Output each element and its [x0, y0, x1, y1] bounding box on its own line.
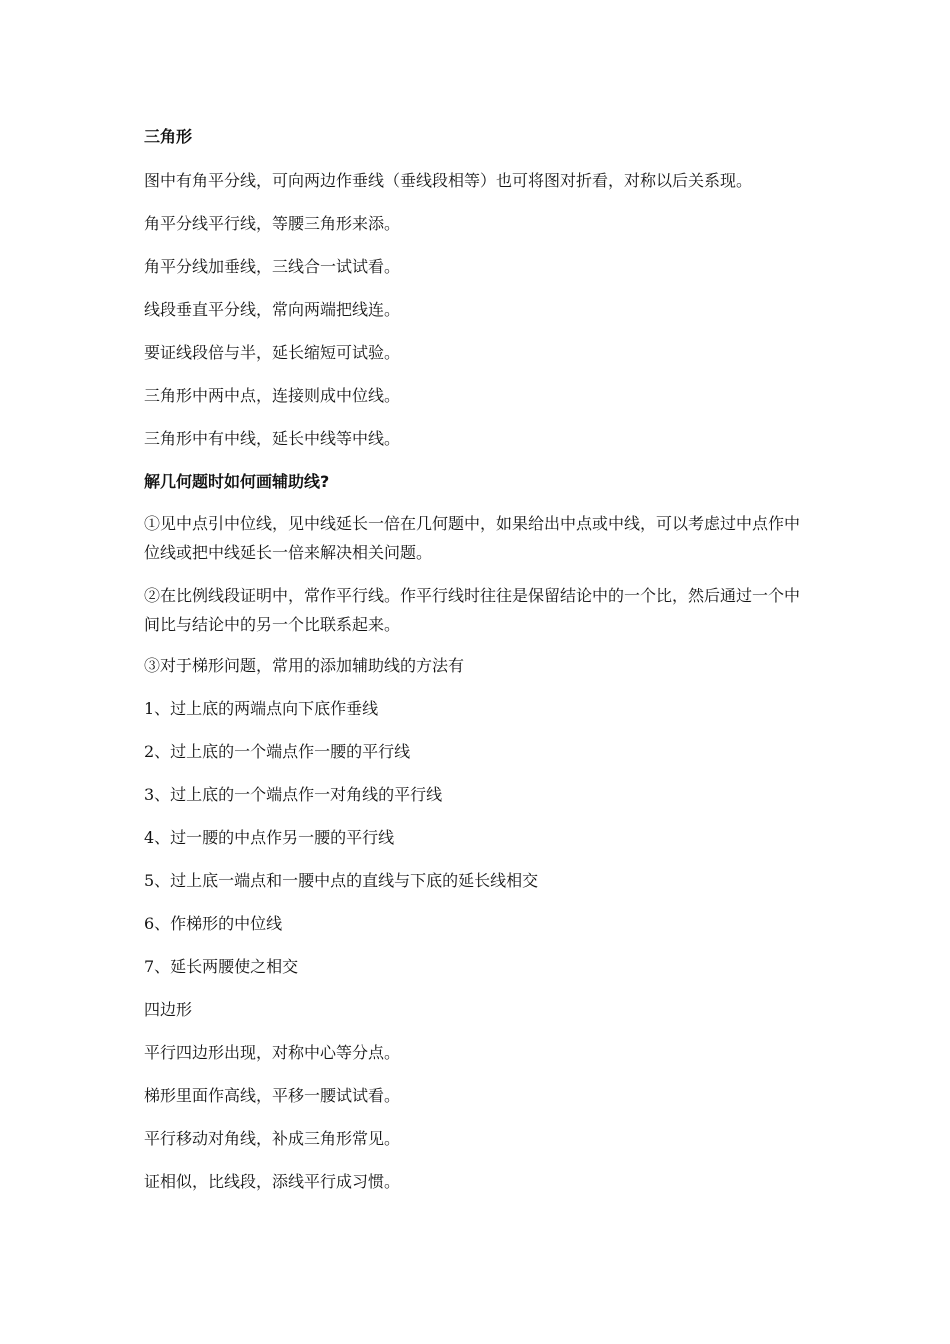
trapezoid-method-3: 3、过上底的一个端点作一对角线的平行线 — [144, 785, 443, 804]
trapezoid-method-5: 5、过上底一端点和一腰中点的直线与下底的延长线相交 — [144, 871, 539, 890]
trapezoid-method-2: 2、过上底的一个端点作一腰的平行线 — [144, 742, 411, 761]
triangle-line-3: 角平分线加垂线，三线合一试试看。 — [144, 257, 401, 276]
trapezoid-method-1: 1、过上底的两端点向下底作垂线 — [144, 699, 379, 718]
triangle-line-4: 线段垂直平分线，常向两端把线连。 — [144, 300, 401, 319]
aux-paragraph-1: ①见中点引中位线，见中线延长一倍在几何题中，如果给出中点或中线，可以考虑过中点作中位线或把中线延长一倍来解决相关问题。 — [144, 514, 801, 562]
triangle-line-2: 角平分线平行线，等腰三角形来添。 — [144, 214, 401, 233]
section-heading-auxiliary-lines: 解几何题时如何画辅助线? — [144, 472, 330, 491]
triangle-line-6: 三角形中两中点，连接则成中位线。 — [144, 386, 401, 405]
aux-paragraph-2: ②在比例线段证明中，常作平行线。作平行线时往往是保留结论中的一个比，然后通过一个中间比与结论中的另一个比联系起来。 — [144, 586, 801, 634]
section-heading-quadrilateral: 四边形 — [144, 1000, 193, 1019]
aux-paragraph-3: ③对于梯形问题，常用的添加辅助线的方法有 — [144, 656, 465, 675]
triangle-line-1: 图中有角平分线，可向两边作垂线（垂线段相等）也可将图对折看，对称以后关系现。 — [144, 171, 753, 190]
triangle-line-5: 要证线段倍与半，延长缩短可试验。 — [144, 343, 401, 362]
trapezoid-method-6: 6、作梯形的中位线 — [144, 914, 283, 933]
quad-line-4: 证相似，比线段，添线平行成习惯。 — [144, 1172, 401, 1191]
quad-line-1: 平行四边形出现，对称中心等分点。 — [144, 1043, 401, 1062]
quad-line-2: 梯形里面作高线，平移一腰试试看。 — [144, 1086, 401, 1105]
trapezoid-method-7: 7、延长两腰使之相交 — [144, 957, 299, 976]
trapezoid-method-4: 4、过一腰的中点作另一腰的平行线 — [144, 828, 395, 847]
document-page — [144, 124, 816, 1195]
triangle-line-7: 三角形中有中线，延长中线等中线。 — [144, 429, 401, 448]
quad-line-3: 平行移动对角线，补成三角形常见。 — [144, 1129, 401, 1148]
section-heading-triangle: 三角形 — [144, 127, 193, 146]
